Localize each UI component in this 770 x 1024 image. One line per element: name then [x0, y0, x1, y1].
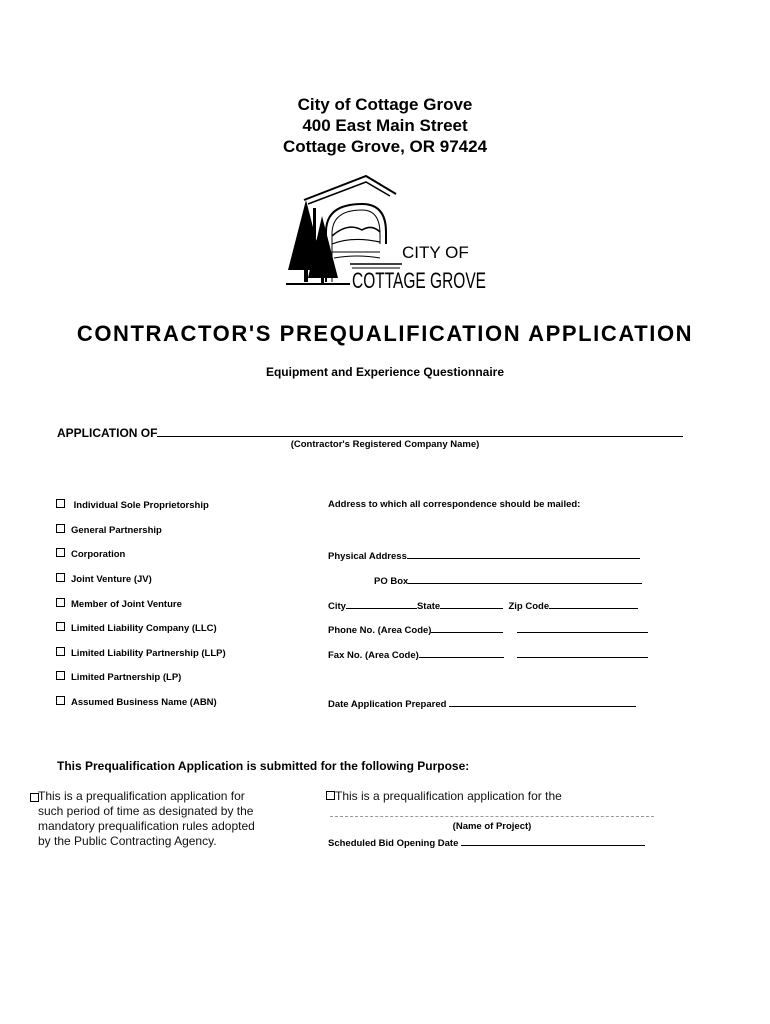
- city-logo: [282, 172, 490, 294]
- company-name-field[interactable]: [157, 424, 683, 437]
- date-prepared-row: Date Application Prepared: [328, 696, 636, 710]
- checkbox[interactable]: [56, 499, 65, 508]
- logo-line2: COTTAGE GROVE: [352, 268, 486, 293]
- fax-row: Fax No. (Area Code): [328, 647, 648, 661]
- bid-opening-row: Scheduled Bid Opening Date: [328, 835, 645, 849]
- checkbox[interactable]: [56, 548, 65, 557]
- checkbox[interactable]: [56, 696, 65, 705]
- checkbox[interactable]: [56, 573, 65, 582]
- agency-city-state: Cottage Grove, OR 97424: [282, 137, 488, 156]
- entity-option[interactable]: General Partnership: [56, 524, 162, 536]
- form-title: CONTRACTOR'S PREQUALIFICATION APPLICATION: [76, 321, 694, 346]
- purpose-heading: This Prequalification Application is submitted for the following Purpose:: [57, 759, 470, 773]
- checkbox[interactable]: [30, 793, 39, 802]
- project-name-field[interactable]: [330, 816, 654, 817]
- checkbox[interactable]: [56, 524, 65, 533]
- checkbox[interactable]: [56, 671, 65, 680]
- entity-option[interactable]: Joint Venture (JV): [56, 573, 152, 585]
- purpose-option-project[interactable]: This is a prequalification application for the: [326, 789, 562, 804]
- city-state-zip-row: City State Zip Code: [328, 598, 638, 612]
- po-box-row: PO Box: [374, 573, 642, 587]
- agency-street: 400 East Main Street: [302, 116, 468, 135]
- purpose-option-period[interactable]: This is a prequalification application for such period of time as designated by the mandatory prequalification rules adopted by the Public Contracting Agency.: [30, 789, 310, 849]
- entity-option[interactable]: Individual Sole Proprietorship: [56, 499, 209, 511]
- entity-option[interactable]: Member of Joint Venture: [56, 598, 182, 610]
- phone-area-field[interactable]: [431, 622, 503, 633]
- project-name-caption: (Name of Project): [452, 821, 532, 832]
- logo-line1: CITY OF: [402, 243, 469, 262]
- physical-address-row: Physical Address: [328, 548, 640, 562]
- city-field[interactable]: [346, 598, 417, 609]
- fax-area-field[interactable]: [419, 647, 504, 658]
- address-heading: Address to which all correspondence should be mailed:: [328, 499, 581, 510]
- entity-option[interactable]: Limited Liability Partnership (LLP): [56, 647, 226, 659]
- physical-address-field[interactable]: [407, 548, 640, 559]
- checkbox[interactable]: [56, 622, 65, 631]
- state-field[interactable]: [440, 598, 503, 609]
- entity-option[interactable]: Corporation: [56, 548, 125, 560]
- bid-opening-date-field[interactable]: [461, 835, 645, 846]
- fax-number-field[interactable]: [517, 647, 648, 658]
- phone-row: Phone No. (Area Code): [328, 622, 648, 636]
- logo-graphic: [282, 172, 490, 294]
- zip-field[interactable]: [549, 598, 638, 609]
- po-box-field[interactable]: [408, 573, 642, 584]
- agency-name: City of Cottage Grove: [297, 95, 473, 114]
- checkbox[interactable]: [56, 598, 65, 607]
- entity-option[interactable]: Assumed Business Name (ABN): [56, 696, 217, 708]
- checkbox[interactable]: [326, 791, 335, 800]
- entity-option[interactable]: Limited Liability Company (LLC): [56, 622, 217, 634]
- application-of-label: APPLICATION OF: [57, 426, 158, 440]
- entity-option[interactable]: Limited Partnership (LP): [56, 671, 181, 683]
- form-subtitle: Equipment and Experience Questionnaire: [265, 365, 505, 379]
- checkbox[interactable]: [56, 647, 65, 656]
- phone-number-field[interactable]: [517, 622, 648, 633]
- company-name-caption: (Contractor's Registered Company Name): [290, 439, 480, 450]
- date-prepared-field[interactable]: [449, 696, 636, 707]
